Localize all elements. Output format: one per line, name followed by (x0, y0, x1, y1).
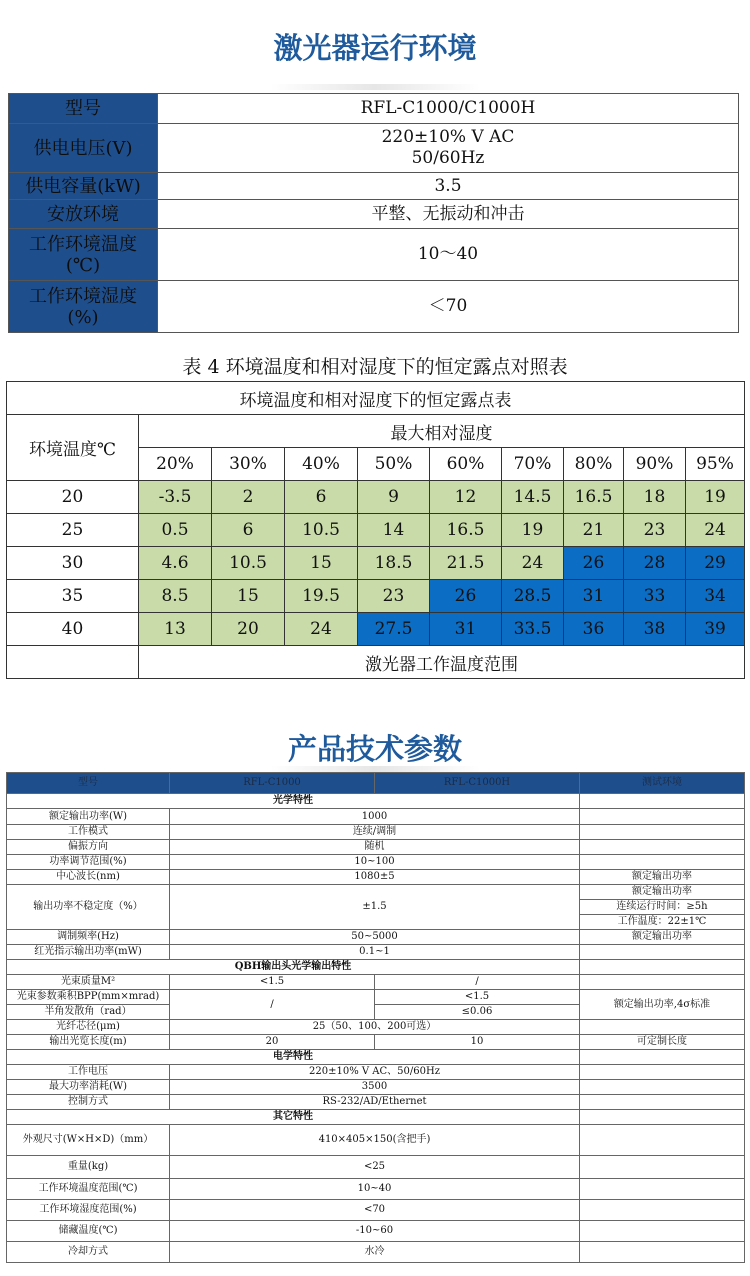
env-cell: 额定输出功率 (580, 870, 745, 885)
env-cell: 连续运行时间：≥5h (580, 900, 745, 915)
dew-point-cell: 31 (564, 580, 624, 613)
env-key-line: 工作环境湿度 (29, 285, 137, 307)
env-cell (580, 1095, 745, 1110)
dew-point-cell: 9 (358, 481, 430, 514)
spec-value: 50~5000 (170, 930, 580, 945)
spec-label: 功率调节范围(%) (7, 855, 170, 870)
temperature-cell: 40 (7, 613, 139, 646)
spec-label: 冷却方式 (7, 1242, 170, 1263)
spec-value: ±1.5 (170, 885, 580, 930)
spec-value: 410×405×150(含把手) (170, 1125, 580, 1156)
env-cell (580, 1156, 745, 1179)
section-title-environment: 激光器运行环境 (273, 31, 477, 65)
humidity-header-cell: 40% (285, 448, 358, 481)
env-value: 3.5 (158, 173, 739, 200)
env-key-line: 工作环境温度 (29, 233, 137, 255)
tech-spec-table (6, 772, 745, 1263)
dew-point-cell: 18.5 (358, 547, 430, 580)
spec-label: 中心波长(nm) (7, 870, 170, 885)
dew-point-cell: 13 (139, 613, 212, 646)
dew-point-cell: 39 (686, 613, 745, 646)
spec-value: 10 (375, 1035, 580, 1050)
env-key (9, 281, 158, 333)
dew-point-cell: 33.5 (502, 613, 564, 646)
env-cell: 额定输出功率 (580, 930, 745, 945)
spec-header-cell: RFL-C1000 (170, 773, 375, 794)
temperature-header: 环境温度℃ (7, 415, 139, 481)
section-row-optical: 光学特性 (7, 794, 580, 809)
env-cell (580, 960, 745, 975)
dew-point-cell: 8.5 (139, 580, 212, 613)
section-row-qbh: QBH输出头光学输出特性 (7, 960, 580, 975)
dew-point-cell: 19 (686, 481, 745, 514)
env-key (9, 229, 158, 281)
dew-point-cell: 28.5 (502, 580, 564, 613)
dew-point-cell: 15 (212, 580, 285, 613)
spec-label: 偏振方向 (7, 840, 170, 855)
spec-label: 调制频率(Hz) (7, 930, 170, 945)
env-cell: 工作温度：22±1℃ (580, 915, 745, 930)
dew-point-cell: 18 (624, 481, 686, 514)
env-value: 10～40 (158, 229, 739, 281)
spec-label: 工作环境温度范围(℃) (7, 1179, 170, 1200)
env-key: 型号 (9, 94, 158, 124)
dew-point-cell: 14 (358, 514, 430, 547)
env-cell (580, 1200, 745, 1221)
dew-point-cell: 19.5 (285, 580, 358, 613)
spec-label: 外观尺寸(W×H×D)（mm） (7, 1125, 170, 1156)
dew-point-cell: 6 (212, 514, 285, 547)
spec-header-cell: RFL-C1000H (375, 773, 580, 794)
env-cell (580, 1110, 745, 1125)
spec-label: 光束质量M² (7, 975, 170, 990)
env-cell (580, 1179, 745, 1200)
dew-point-cell: 24 (686, 514, 745, 547)
spec-value: 水冷 (170, 1242, 580, 1263)
env-cell: 额定输出功率 (580, 885, 745, 900)
env-cell (580, 809, 745, 825)
dew-point-cell: 12 (430, 481, 502, 514)
spec-label: 输出功率不稳定度（%） (7, 885, 170, 930)
spec-value: 3500 (170, 1080, 580, 1095)
spec-label: 光纤芯径(μm) (7, 1020, 170, 1035)
humidity-header-cell: 95% (686, 448, 745, 481)
env-cell: 可定制长度 (580, 1035, 745, 1050)
dew-point-cell: 33 (624, 580, 686, 613)
dew-point-cell: -3.5 (139, 481, 212, 514)
section-row-other: 其它特性 (7, 1110, 580, 1125)
dew-point-cell: 31 (430, 613, 502, 646)
section-title-specs: 产品技术参数 (287, 732, 462, 766)
env-value: RFL-C1000/C1000H (158, 94, 739, 124)
env-cell: 额定输出功率,4σ标准 (580, 990, 745, 1020)
env-value: 平整、无振动和冲击 (158, 200, 739, 229)
dew-point-cell: 34 (686, 580, 745, 613)
temperature-cell: 35 (7, 580, 139, 613)
dew-table-caption: 表 4 环境温度和相对湿度下的恒定露点对照表 (182, 356, 568, 378)
dew-point-cell: 24 (502, 547, 564, 580)
section-row-electrical: 电学特性 (7, 1050, 580, 1065)
spec-value: 随机 (170, 840, 580, 855)
env-key: 安放环境 (9, 200, 158, 229)
spec-label: 红光指示输出功率(mW) (7, 945, 170, 960)
spec-value: 220±10% V AC、50/60Hz (170, 1065, 580, 1080)
env-value (158, 124, 739, 173)
dew-point-cell: 26 (430, 580, 502, 613)
spec-value: RS-232/AD/Ethernet (170, 1095, 580, 1110)
spec-value: 10~40 (170, 1179, 580, 1200)
humidity-header-cell: 60% (430, 448, 502, 481)
humidity-header-cell: 30% (212, 448, 285, 481)
dew-point-cell: 16.5 (564, 481, 624, 514)
temperature-cell: 25 (7, 514, 139, 547)
spec-value: 25（50、100、200可选） (170, 1020, 580, 1035)
env-key-line: (℃) (65, 254, 101, 276)
env-value-line: 220±10% V AC (381, 127, 515, 147)
dew-point-cell: 27.5 (358, 613, 430, 646)
dew-point-cell: 0.5 (139, 514, 212, 547)
dew-point-cell: 16.5 (430, 514, 502, 547)
env-key: 供电电压(V) (9, 124, 158, 173)
dew-point-cell: 4.6 (139, 547, 212, 580)
spec-label: 最大功率消耗(W) (7, 1080, 170, 1095)
temperature-cell: 20 (7, 481, 139, 514)
spec-value: <70 (170, 1200, 580, 1221)
spec-label: 半角发散角（rad） (7, 1005, 170, 1020)
dew-point-cell: 15 (285, 547, 358, 580)
dew-point-cell: 28 (624, 547, 686, 580)
dew-point-table (6, 381, 745, 679)
spec-value: <1.5 (375, 990, 580, 1005)
env-cell (580, 1080, 745, 1095)
env-cell (580, 1125, 745, 1156)
spec-label: 光束参数乘积BPP(mm×mrad) (7, 990, 170, 1005)
dew-point-cell: 26 (564, 547, 624, 580)
env-cell (580, 1221, 745, 1242)
spec-value: -10~60 (170, 1221, 580, 1242)
humidity-header-cell: 80% (564, 448, 624, 481)
dew-point-cell: 36 (564, 613, 624, 646)
spec-value: / (170, 990, 375, 1020)
spec-header-cell: 型号 (7, 773, 170, 794)
spec-header-cell: 测试环境 (580, 773, 745, 794)
footer-empty-cell (7, 646, 139, 679)
env-cell (580, 794, 745, 809)
env-value-line: 50/60Hz (411, 148, 485, 168)
dew-point-cell: 24 (285, 613, 358, 646)
dew-point-cell: 6 (285, 481, 358, 514)
spec-label: 储藏温度(℃) (7, 1221, 170, 1242)
dew-point-cell: 23 (358, 580, 430, 613)
spec-value: 连续/调制 (170, 825, 580, 840)
env-cell (580, 1065, 745, 1080)
dew-point-cell: 19 (502, 514, 564, 547)
dew-point-cell: 21.5 (430, 547, 502, 580)
humidity-header-cell: 70% (502, 448, 564, 481)
spec-value: 10~100 (170, 855, 580, 870)
dew-point-cell: 38 (624, 613, 686, 646)
env-cell (580, 855, 745, 870)
env-cell (580, 1020, 745, 1035)
spec-label: 重量(kg) (7, 1156, 170, 1179)
dew-point-cell: 10.5 (212, 547, 285, 580)
spec-label: 额定输出功率(W) (7, 809, 170, 825)
spec-value: 1080±5 (170, 870, 580, 885)
env-value: ＜70 (158, 281, 739, 333)
spec-value: 1000 (170, 809, 580, 825)
spec-value: 0.1~1 (170, 945, 580, 960)
spec-value: / (375, 975, 580, 990)
environment-table (8, 93, 739, 333)
spec-label: 工作电压 (7, 1065, 170, 1080)
humidity-header-cell: 90% (624, 448, 686, 481)
spec-label: 控制方式 (7, 1095, 170, 1110)
dew-table-title: 环境温度和相对湿度下的恒定露点表 (7, 382, 745, 415)
dew-table-footer: 激光器工作温度范围 (139, 646, 745, 679)
dew-point-cell: 2 (212, 481, 285, 514)
spec-label: 工作环境湿度范围(%) (7, 1200, 170, 1221)
dew-point-cell: 10.5 (285, 514, 358, 547)
title-underline (270, 84, 480, 90)
spec-value: 20 (170, 1035, 375, 1050)
humidity-group-header: 最大相对湿度 (139, 415, 745, 448)
dew-point-cell: 20 (212, 613, 285, 646)
dew-point-cell: 14.5 (502, 481, 564, 514)
temperature-cell: 30 (7, 547, 139, 580)
env-cell (580, 1242, 745, 1263)
spec-value: <25 (170, 1156, 580, 1179)
env-cell (580, 1050, 745, 1065)
env-key-line: (%) (67, 306, 99, 328)
humidity-header-cell: 50% (358, 448, 430, 481)
dew-point-cell: 21 (564, 514, 624, 547)
spec-value: ≤0.06 (375, 1005, 580, 1020)
env-cell (580, 840, 745, 855)
dew-point-cell: 29 (686, 547, 745, 580)
env-key: 供电容量(kW) (9, 173, 158, 200)
dew-point-cell: 23 (624, 514, 686, 547)
env-cell (580, 975, 745, 990)
env-cell (580, 945, 745, 960)
env-cell (580, 825, 745, 840)
spec-label: 工作模式 (7, 825, 170, 840)
spec-value: <1.5 (170, 975, 375, 990)
humidity-header-cell: 20% (139, 448, 212, 481)
spec-label: 输出光览长度(m) (7, 1035, 170, 1050)
